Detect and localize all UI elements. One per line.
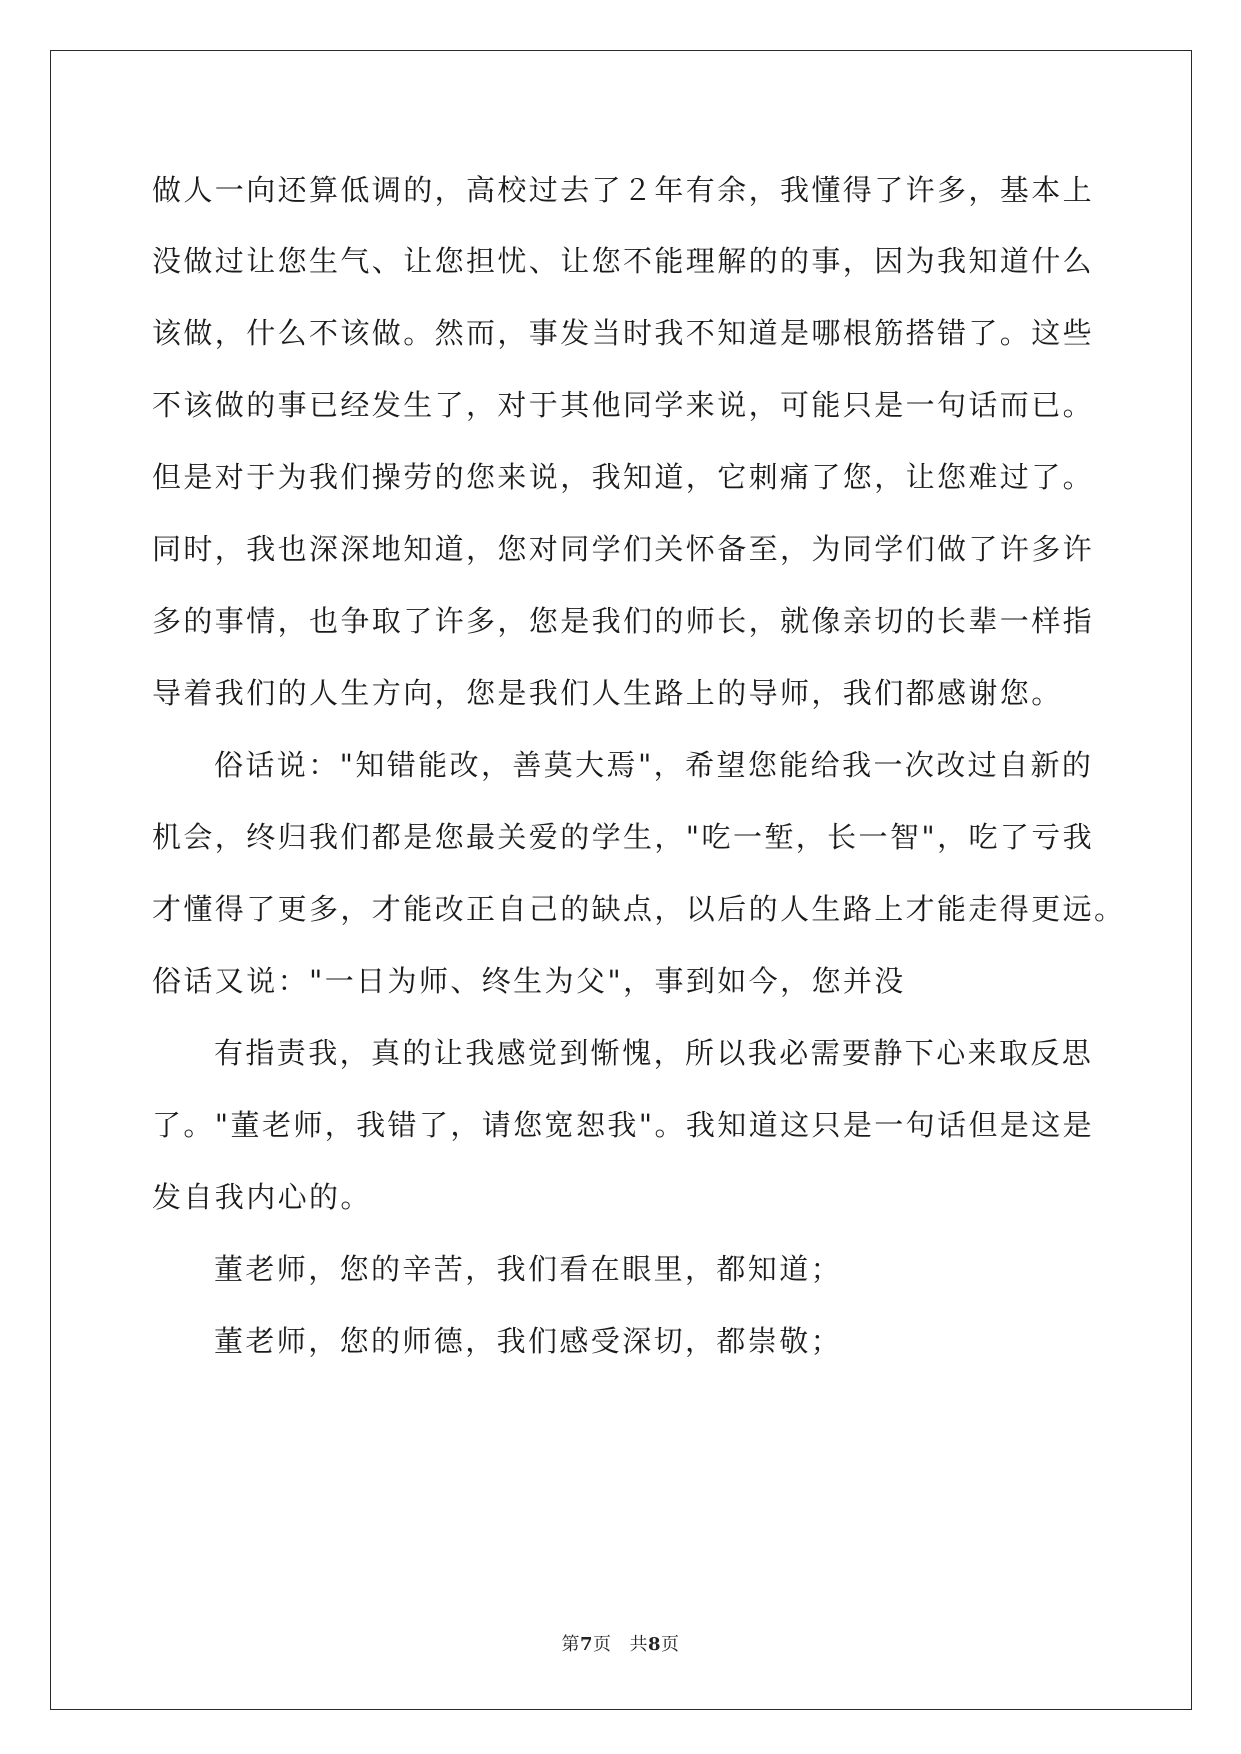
page-suffix: 页 [593,1634,612,1655]
page-prefix: 第 [561,1634,580,1655]
text-line: 多的事情，也争取了许多，您是我们的师长，就像亲切的长辈一样指 [152,604,1095,638]
text-line: 同时，我也深深地知道，您对同学们关怀备至，为同学们做了许多许 [152,532,1095,566]
total-page-number: 8 [648,1634,662,1655]
text-line: 做人一向还算低调的，高校过去了２年有余，我懂得了许多，基本上 [152,173,1095,207]
text-line: 但是对于为我们操劳的您来说，我知道，它刺痛了您，让您难过了。 [152,460,1095,494]
page-border [50,50,1192,1710]
text-line: 不该做的事已经发生了，对于其他同学来说，可能只是一句话而已。 [152,388,1095,422]
text-line: 俗话说："知错能改，善莫大焉"，希望您能给我一次改过自新的 [214,748,1094,782]
current-page-number: 7 [579,1634,593,1655]
page-footer [0,1630,1241,1656]
text-line: 机会，终归我们都是您最关爱的学生，"吃一堑，长一智"，吃了亏我 [152,820,1095,854]
text-line: 董老师，您的辛苦，我们看在眼里，都知道； [214,1252,843,1286]
text-line: 俗话又说："一日为师、终生为父"，事到如今，您并没 [152,964,906,998]
text-line: 导着我们的人生方向，您是我们人生路上的导师，我们都感谢您。 [152,676,1063,710]
text-line: 发自我内心的。 [152,1180,372,1214]
total-suffix: 页 [661,1634,680,1655]
text-line: 没做过让您生气、让您担忧、让您不能理解的的事，因为我知道什么 [152,244,1095,278]
text-line: 有指责我，真的让我感觉到惭愧，所以我必需要静下心来取反思 [214,1036,1094,1070]
text-line: 才懂得了更多，才能改正自己的缺点，以后的人生路上才能走得更远。 [152,892,1126,926]
text-line: 了。"董老师，我错了，请您宽恕我"。我知道这只是一句话但是这是 [152,1108,1095,1142]
text-line: 董老师，您的师德，我们感受深切，都崇敬； [214,1324,843,1358]
total-prefix: 共 [629,1634,648,1655]
text-line: 该做，什么不该做。然而，事发当时我不知道是哪根筋搭错了。这些 [152,316,1095,350]
